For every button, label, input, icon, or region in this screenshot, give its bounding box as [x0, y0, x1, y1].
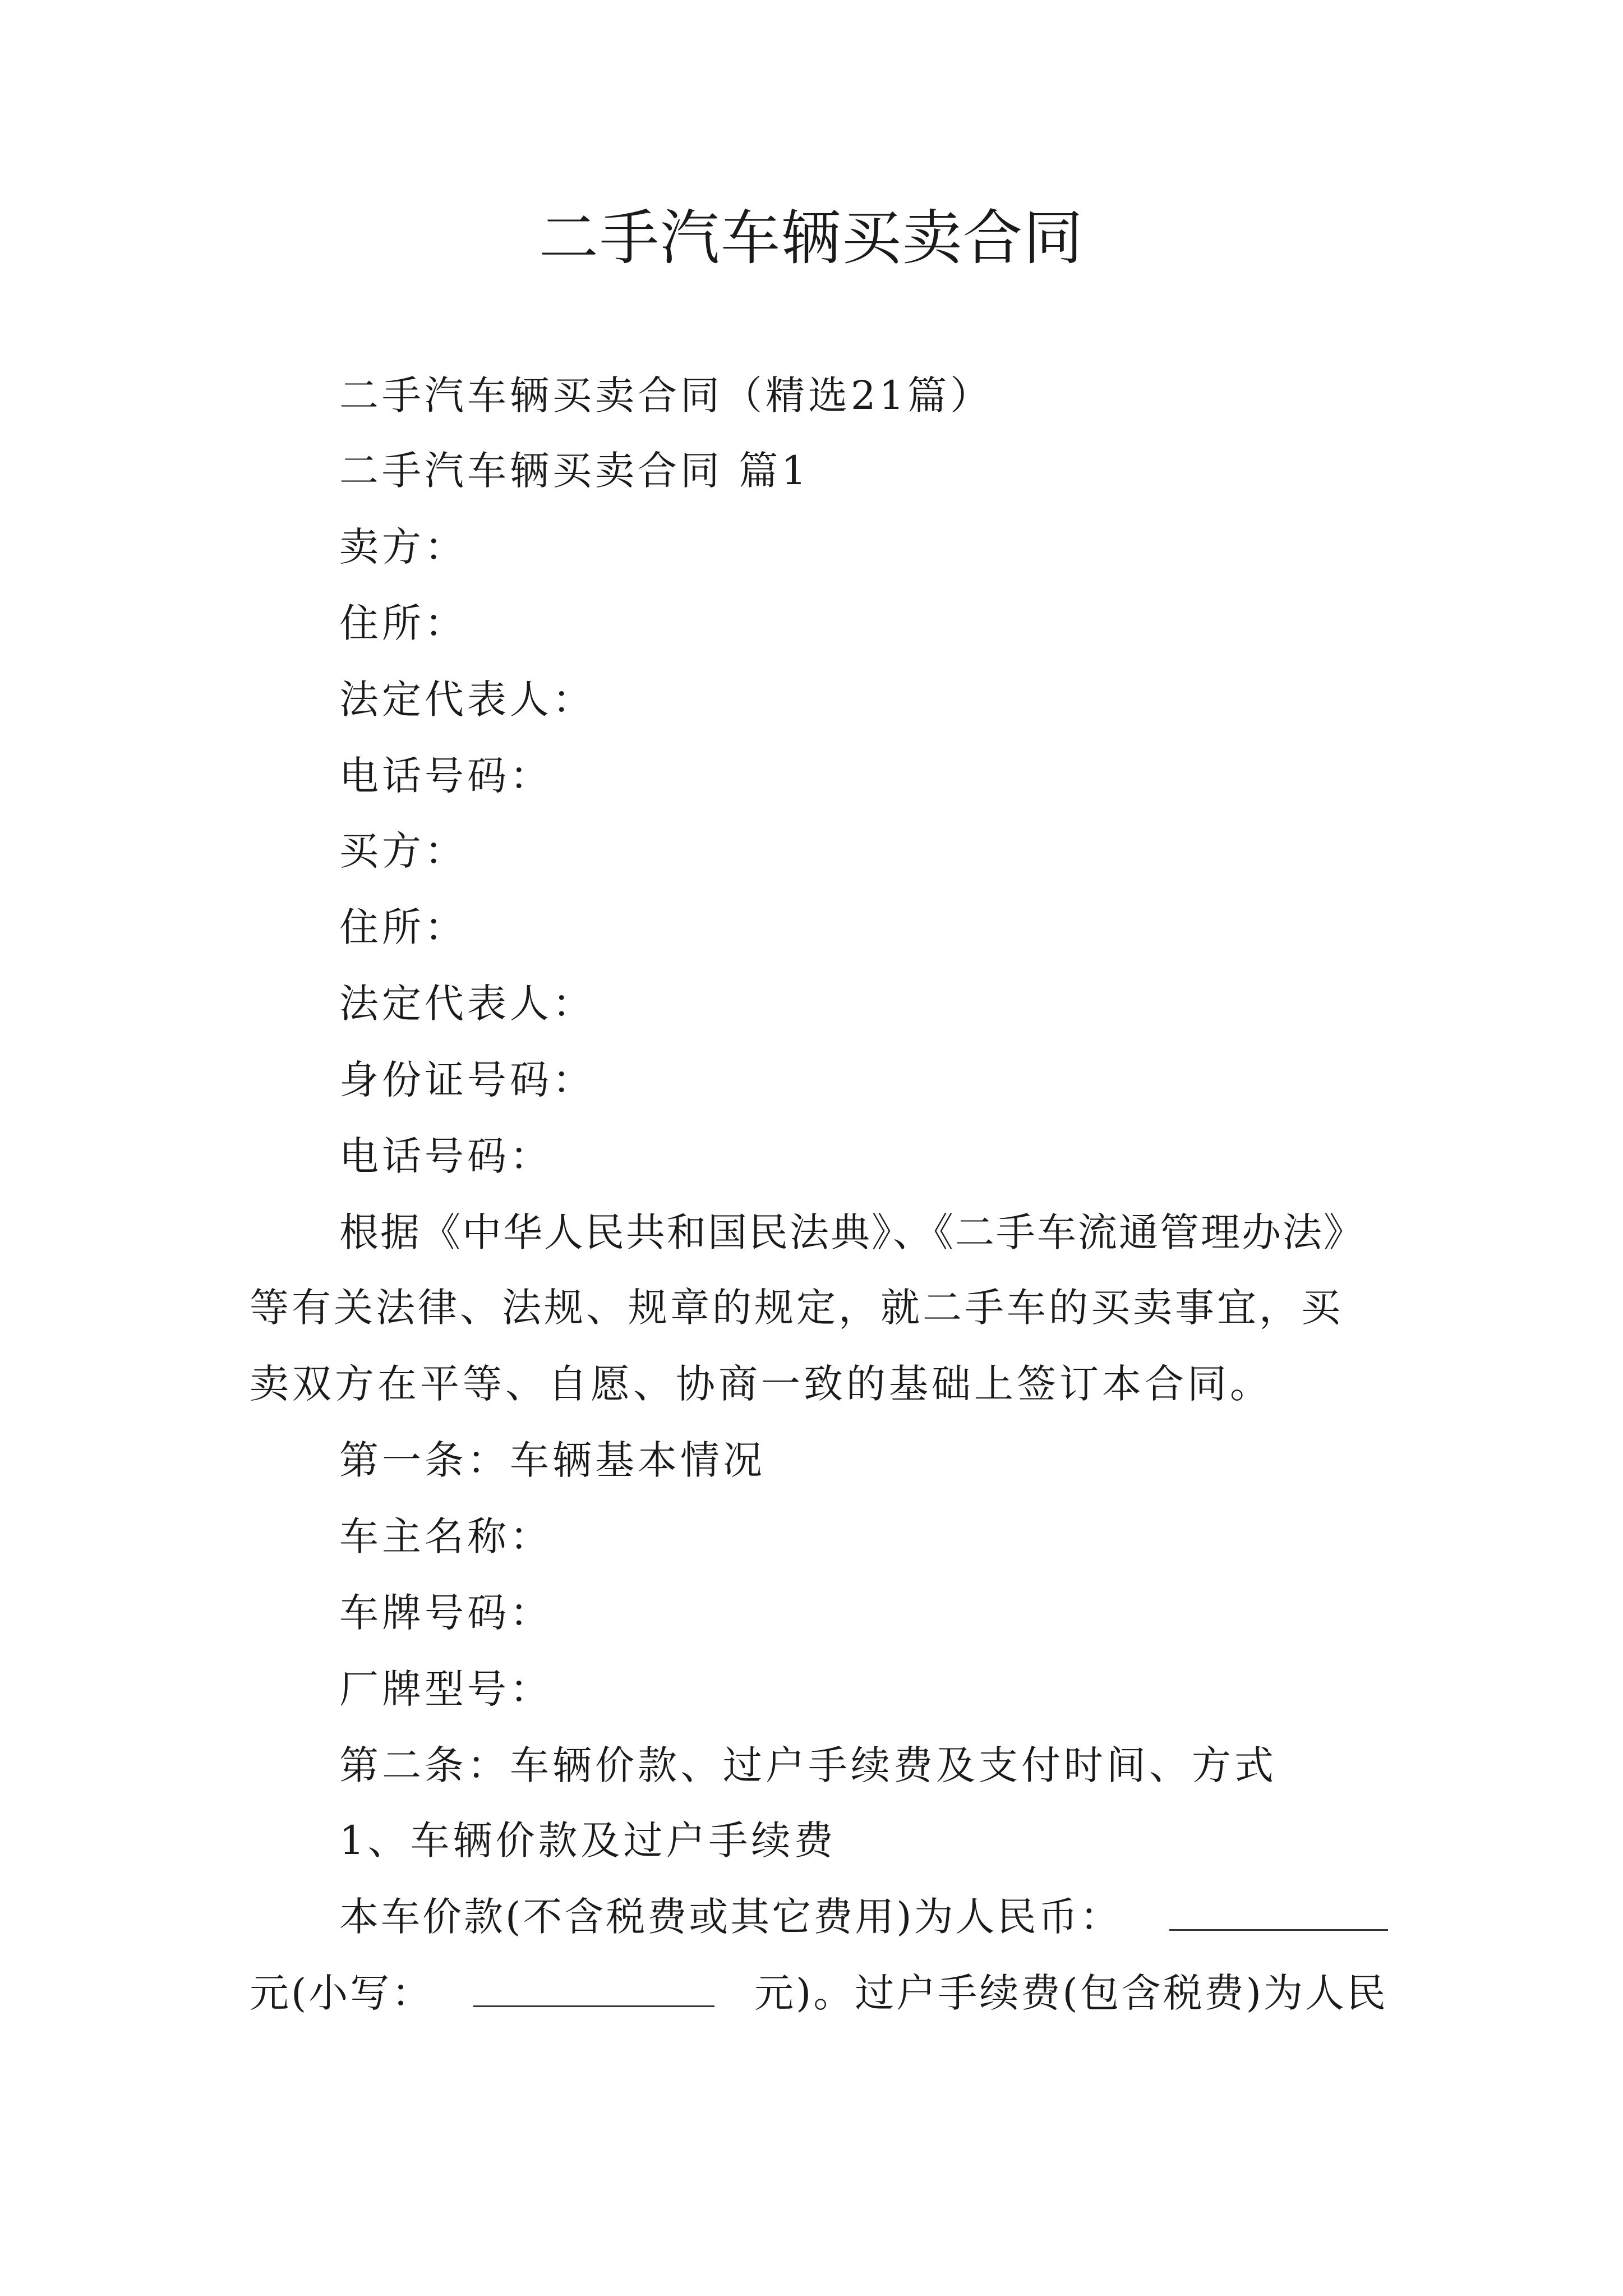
seller-address-label: 住所：: [339, 600, 467, 646]
buyer-phone-label: 电话号码：: [339, 1133, 552, 1179]
preamble-line-3: 卖双方在平等、自愿、协商一致的基础上签订本合同。: [250, 1361, 1272, 1407]
preamble-line-1: 根据《中华人民共和国民法典》、《二手车流通管理办法》: [339, 1209, 1364, 1255]
price-line-1: [339, 1889, 1388, 1945]
seller-label: 卖方：: [339, 524, 467, 570]
article-2-item-1: 1、车辆价款及过户手续费: [339, 1818, 837, 1864]
price-line-2: [250, 1965, 1388, 2021]
document-title: 二手汽车辆买卖合同: [539, 204, 1084, 273]
plate-number-label: 车牌号码：: [339, 1590, 552, 1636]
seller-legal-rep-label: 法定代表人：: [339, 677, 595, 723]
brand-model-label: 厂牌型号：: [339, 1666, 552, 1712]
price-line-1-text: 本车价款(不含税费或其它费用)为人民币：: [339, 1894, 1122, 1940]
section-heading: 二手汽车辆买卖合同 篇1: [339, 448, 810, 494]
article-1-heading: 第一条：车辆基本情况: [339, 1437, 766, 1483]
price-small-amount-blank: [473, 1965, 714, 2007]
article-2-heading: 第二条：车辆价款、过户手续费及支付时间、方式: [339, 1742, 1277, 1788]
preamble-line-2: 等有关法律、法规、规章的规定，就二手车的买卖事宜，买: [250, 1285, 1343, 1331]
price-line-2-text-b: 元)。过户手续费(包含税费)为人民: [754, 1970, 1388, 2016]
seller-phone-label: 电话号码：: [339, 753, 552, 799]
buyer-address-label: 住所：: [339, 904, 467, 950]
buyer-legal-rep-label: 法定代表人：: [339, 981, 595, 1027]
price-amount-blank: [1169, 1889, 1388, 1931]
vehicle-owner-label: 车主名称：: [339, 1513, 552, 1559]
price-line-2-text-a: 元(小写：: [250, 1970, 434, 2016]
buyer-id-number-label: 身份证号码：: [339, 1057, 595, 1103]
buyer-label: 买方：: [339, 828, 467, 874]
document-subtitle: 二手汽车辆买卖合同（精选21篇）: [339, 372, 993, 418]
